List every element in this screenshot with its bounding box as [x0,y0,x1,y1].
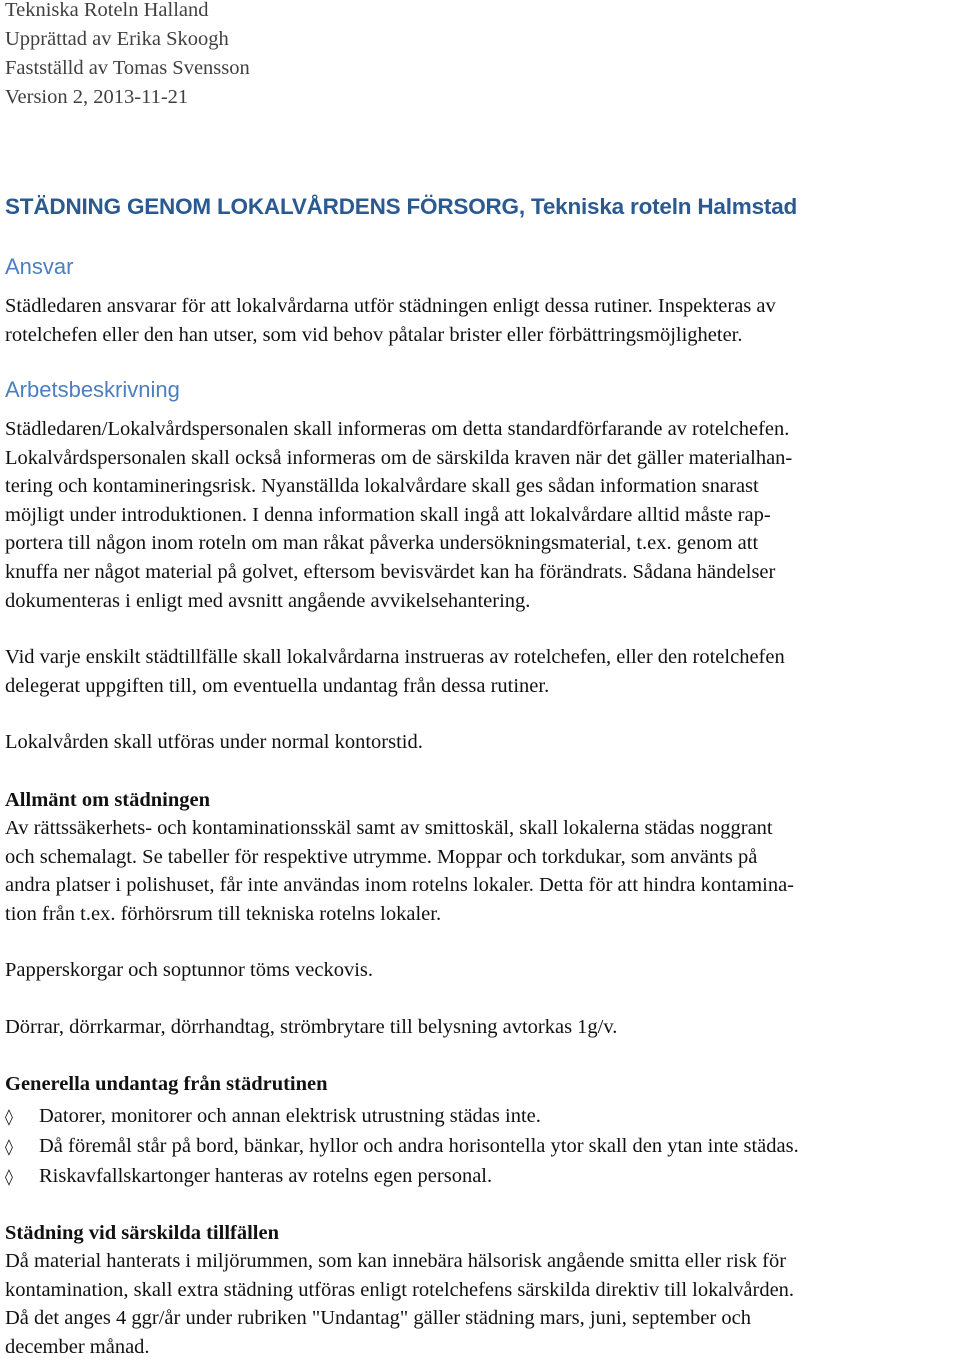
allmant-paragraph-2: Papperskorgar och soptunnor töms veckovis. [5,959,373,981]
text-line: Städledaren/Lokalvårdspersonalen skall informeras om detta standardförfarande av rotelchefen. [5,418,790,440]
diamond-bullet-icon: ◊ [5,1107,13,1126]
diamond-bullet-icon: ◊ [5,1137,13,1156]
list-item [5,1161,492,1192]
arbetsbeskrivning-paragraph-3: Lokalvården skall utföras under normal kontorstid. [5,731,423,753]
document-header [5,0,250,112]
section-heading-undantag: Generella undantag från städrutinen [5,1073,328,1095]
header-line-author: Upprättad av Erika Skoogh [5,28,229,50]
text-line: tion från t.ex. förhörsrum till tekniska rotelns lokaler. [5,902,442,925]
list-item [5,1101,541,1132]
header-line-version: Version 2, 2013-11-21 [5,86,189,108]
ansvar-paragraph [5,292,776,349]
text-line: dokumenteras i enligt med avsnitt angående avvikelsehantering. [5,589,531,612]
section-heading-allmant: Allmänt om städningen [5,789,211,811]
text-line: Av rättssäkerhets- och kontaminationsskäl samt av smittoskäl, skall lokalerna städas noggrant [5,817,773,839]
document-title: STÄDNING GENOM LOKALVÅRDENS FÖRSORG, Tekniska roteln Halmstad [5,194,798,219]
diamond-bullet-icon: ◊ [5,1167,13,1186]
text-line: tering och kontamineringsrisk. Nyanställda lokalvårdare skall ges sådan information snarast [5,475,759,498]
text-line: Vid varje enskilt städtillfälle skall lokalvårdarna instrueras av rotelchefen, eller den rotelchefen [5,646,785,668]
arbetsbeskrivning-paragraph-1 [5,415,792,615]
allmant-paragraph-1 [5,814,794,928]
section-heading-arbetsbeskrivning: Arbetsbeskrivning [5,377,180,402]
arbetsbeskrivning-paragraph-2 [5,643,785,700]
text-line: Då material hanterats i miljörummen, som kan innebära hälsorisk angående smitta eller risk för [5,1250,787,1272]
header-line-approver: Fastställd av Tomas Svensson [5,57,250,79]
section-heading-sarskilda: Städning vid särskilda tillfällen [5,1222,279,1244]
list-item [5,1131,799,1162]
list-item-text: Datorer, monitorer och annan elektrisk utrustning städas inte. [39,1105,541,1127]
section-heading-ansvar: Ansvar [5,254,74,279]
list-item-text: Riskavfallskartonger hanteras av rotelns egen personal. [39,1165,493,1187]
text-line: andra platser i polishuset, får inte användas inom rotelns lokaler. Detta för att hindra kontamina- [5,874,795,897]
text-line: kontamination, skall extra städning utföras enligt rotelchefens särskilda direktiv till lokalvården. [5,1278,795,1301]
header-line-organization: Tekniska Roteln Halland [5,0,209,21]
sarskilda-paragraph [5,1247,794,1361]
text-line: Städledaren ansvarar för att lokalvårdarna utför städningen enligt dessa rutiner. Inspekteras av [5,295,776,317]
text-line: och schemalagt. Se tabeller för respektive utrymme. Moppar och torkdukar, som använts på [5,845,758,868]
text-line: rotelchefen eller den han utser, som vid behov påtalar brister eller förbättringsmöjligheter. [5,323,743,346]
text-line: december månad. [5,1335,150,1358]
text-line: möjligt under introduktionen. I denna information skall ingå att lokalvårdare alltid måste rap- [5,503,771,526]
text-line: Lokalvårdspersonalen skall också informeras om de särskilda kraven när det gäller materialhan- [5,446,793,469]
text-line: portera till någon inom roteln om man råkat påverka undersökningsmaterial, t.ex. genom att [5,532,759,555]
text-line: knuffa ner något material på golvet, eftersom bevisvärdet kan ha förändrats. Sådana händelser [5,560,776,583]
list-item-text: Då föremål står på bord, bänkar, hyllor och andra horisontella ytor skall den ytan inte städas. [39,1135,799,1157]
text-line: delegerat uppgiften till, om eventuella undantag från dessa rutiner. [5,674,550,697]
text-line: Då det anges 4 ggr/år under rubriken "Undantag" gäller städning mars, juni, september och [5,1307,751,1330]
allmant-paragraph-3: Dörrar, dörrkarmar, dörrhandtag, strömbrytare till belysning avtorkas 1g/v. [5,1016,618,1038]
